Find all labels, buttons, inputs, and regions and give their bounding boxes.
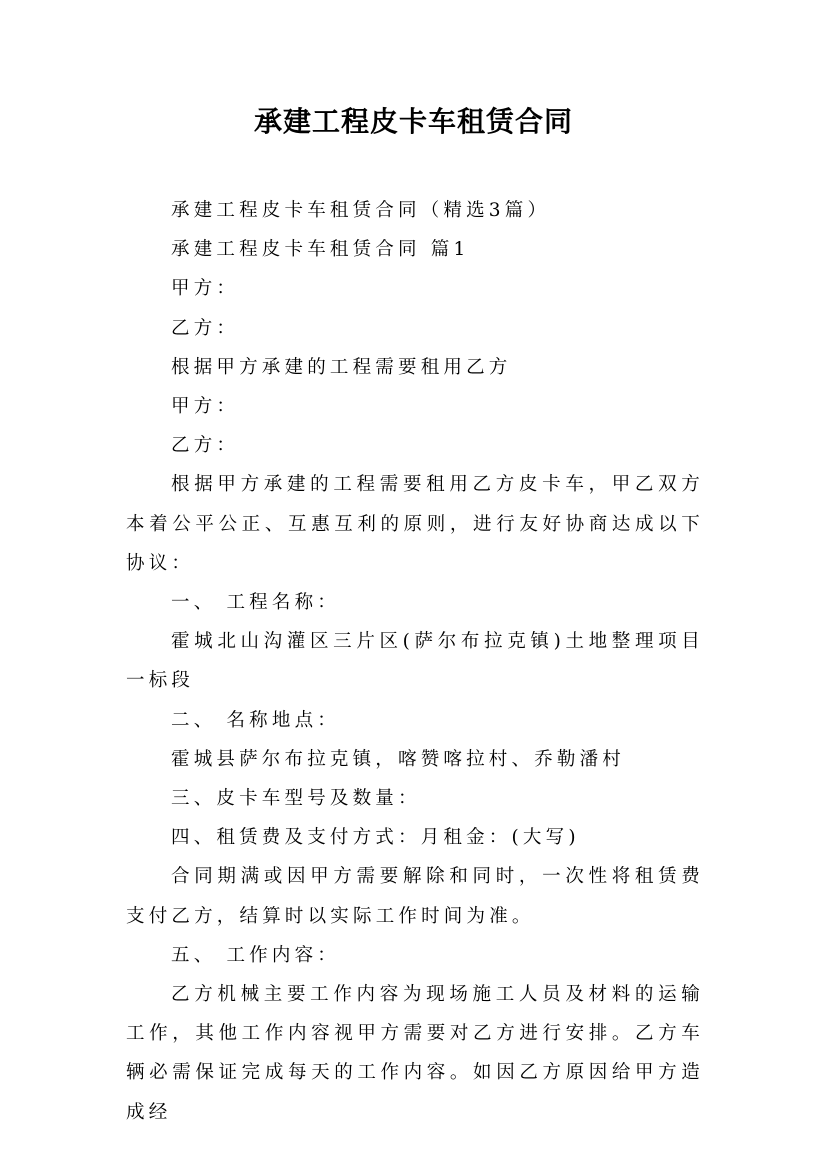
paragraph: 四、租赁费及支付方式：月租金：(大写) [171, 827, 580, 849]
paragraph: 乙方机械主要工作内容为现场施工人员及材料的运输工作，其他工作内容视甲方需要对乙方进行安排。乙方车辆必需保证完成每天的工作内容。如因乙方原因给甲方造成经 [126, 984, 704, 1123]
paragraph: 霍城北山沟灌区三片区(萨尔布拉克镇)土地整理项目一标段 [126, 631, 704, 692]
paragraph: 三、皮卡车型号及数量： [171, 788, 421, 810]
paragraph: 乙方： [171, 317, 240, 339]
paragraph: 根据甲方承建的工程需要租用乙方皮卡车，甲乙双方本着公平公正、互惠互利的原则，进行友好协商达成以下协议： [126, 474, 704, 574]
paragraph: 五、 工作内容： [171, 944, 340, 966]
paragraph: 霍城县萨尔布拉克镇，喀赞喀拉村、乔勒潘村 [171, 748, 626, 770]
paragraph: 一、 工程名称： [171, 592, 340, 614]
paragraph: 承建工程皮卡车租赁合同 篇1 [171, 239, 470, 261]
paragraph: 甲方： [171, 396, 240, 418]
document-body [126, 191, 704, 1132]
paragraph: 合同期满或因甲方需要解除和同时，一次性将租赁费支付乙方，结算时以实际工作时间为准。 [126, 866, 704, 927]
paragraph: 甲方： [171, 278, 240, 300]
document-title: 承建工程皮卡车租赁合同 [253, 105, 573, 138]
paragraph: 承建工程皮卡车租赁合同（精选3篇） [171, 200, 551, 221]
paragraph: 根据甲方承建的工程需要租用乙方 [171, 356, 512, 378]
paragraph: 乙方： [171, 435, 240, 457]
paragraph: 二、 名称地点： [171, 709, 340, 731]
